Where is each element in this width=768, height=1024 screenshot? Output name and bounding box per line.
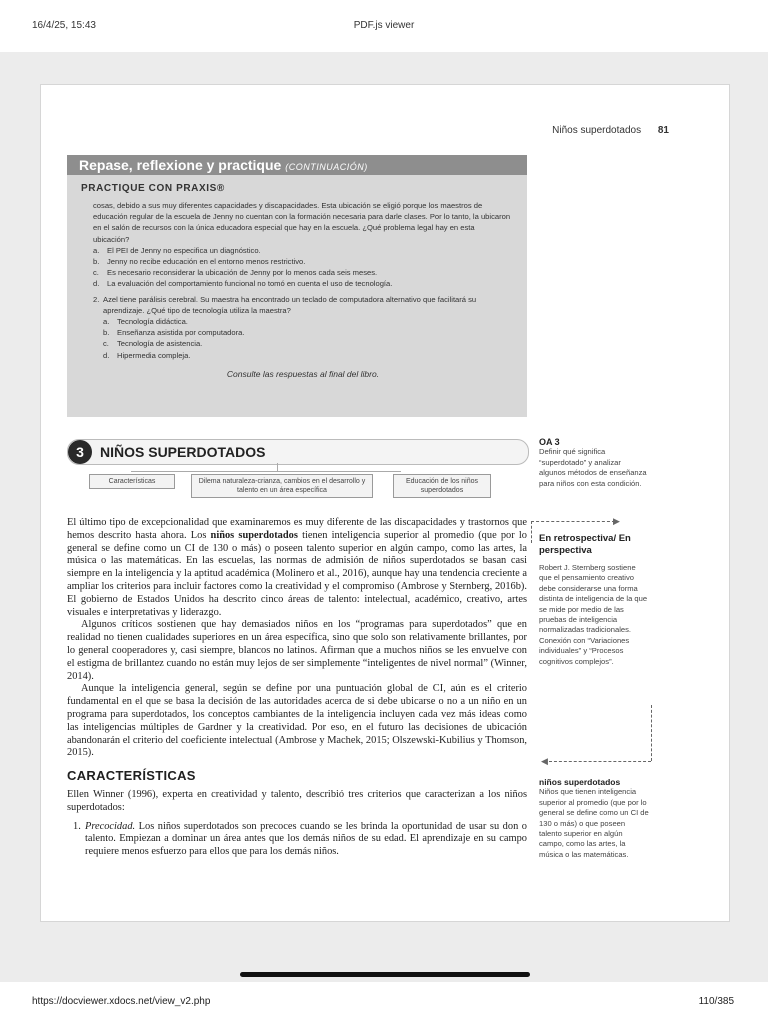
question-1-options xyxy=(93,245,513,290)
pdf-page xyxy=(40,84,730,922)
option: c. Es necesario reconsiderar la ubicación de Jenny por lo menos cada seis meses. xyxy=(93,268,378,278)
window-title: PDF.js viewer xyxy=(353,20,415,31)
subsection-heading: CARACTERÍSTICAS xyxy=(67,768,196,784)
item-term: Precocidad. xyxy=(85,820,136,832)
section-header xyxy=(67,439,529,465)
page-number: 81 xyxy=(657,125,669,136)
glossary-definition: Niños que tienen inteligencia superior al promedio (que por lo general se define como un CI de 130 o más) o que poseen talento superior en algún campo, como las artes, la música o las matemáticas. xyxy=(539,787,649,859)
continuation-label: (CONTINUACIÓN) xyxy=(285,162,368,172)
dashed-bracket-right xyxy=(651,705,652,761)
glossary-term: niños superdotados xyxy=(539,777,621,787)
praxis-heading: PRACTIQUE CON PRAXIS® xyxy=(81,183,225,194)
dashed-bracket-left xyxy=(531,521,532,543)
concept-map-connector xyxy=(277,463,278,471)
concept-box-educacion: Educación de los niños superdotados xyxy=(393,474,491,498)
oa-text: Definir qué significa “superdotado” y analizar algunos métodos de enseñanza para niños con esta condición. xyxy=(539,447,647,488)
body-text xyxy=(67,517,527,859)
question-2-text: Azel tiene parálisis cerebral. Su maestra ha encontrado un teclado de computadora alternativo que facilitará su aprendizaje. ¿Qué tipo de tecnología utiliza la maestra? xyxy=(103,294,477,315)
option: a. Tecnología didáctica. xyxy=(103,317,188,327)
timestamp: 16/4/25, 15:43 xyxy=(32,20,96,31)
retrospective-box xyxy=(539,533,649,667)
dashed-arrow-top xyxy=(531,521,615,522)
option: b. Jenny no recibe educación en el entorno menos restrictivo. xyxy=(93,257,306,267)
running-title: Niños superdotados xyxy=(552,125,642,136)
dashed-arrow-bottom xyxy=(549,761,651,762)
retro-text: Robert J. Sternberg sostiene que el pensamiento creativo debe considerarse una forma distinta de inteligencia de la que se mide por medio de las pruebas de inteligencia normalizadas tradicionales. Conexión con “Variaciones individuales” y “Procesos cognitivos complejos”. xyxy=(539,563,648,666)
section-number: 3 xyxy=(68,440,92,464)
oa-label: OA 3 xyxy=(539,437,560,447)
page-indicator: 110/385 xyxy=(698,996,734,1007)
question-1-text: cosas, debido a sus muy diferentes capacidades y discapacidades. Esta ubicación se eligió porque los maestros de educación regular de la escuela de Jenny no cuentan con la formación necesaria para darle clases. Por lo tanto, la ubicaron en el salón de recursos con la única educadora especial que hay en la escuela. ¿Qué problema legal hay en esta ubicación? xyxy=(93,201,511,244)
paragraph: Ellen Winner (1996), experta en creatividad y talento, describió tres criterios que caracterizan a los niños superdotados: xyxy=(67,788,527,813)
concept-map-connector xyxy=(131,471,401,472)
question-2-options xyxy=(103,316,513,361)
answers-note: Consulte las respuestas al final del libro. xyxy=(226,368,380,379)
option: a. El PEI de Jenny no especifica un diagnóstico. xyxy=(93,245,261,255)
home-indicator xyxy=(240,972,530,977)
glossary-entry xyxy=(539,777,649,860)
option: d. Hipermedia compleja. xyxy=(103,350,191,360)
option: b. Enseñanza asistida por computadora. xyxy=(103,328,245,338)
retro-title: En retrospectiva/ En perspectiva xyxy=(539,533,631,556)
paragraph: Algunos críticos sostienen que hay demasiados niños en los “programas para superdotados” que en realidad no tienen cualidades superiores en un área específica, sino que solo son relativamente brillantes, por lo general cooperadores y, casi siempre, blancos no latinos. Afirman que a muchos niños se les envuelve con el estigma de brillantez cuando no están muy lejos de ser simplemente “inteligentes de nivel normal” (Winner, 2014). xyxy=(67,619,527,682)
section-title: NIÑOS SUPERDOTADOS xyxy=(100,444,266,460)
review-title: Repase, reflexione y practique (CONTINUACIÓN) xyxy=(67,155,527,175)
review-questions xyxy=(67,194,527,380)
review-box xyxy=(67,155,527,417)
running-header xyxy=(552,125,669,136)
paragraph: Aunque la inteligencia general, según se define por una puntuación global de CI, aún es el criterio fundamental en el que se basa la decisión de las autoridades acerca de si debe ubicarse o no a un niño en un programa para superdotados, los conceptos cambiantes de la inteligencia incluyen cada vez más ideas como las inteligencias múltiples de Gardner y la creatividad. Por eso, en el futuro las decisiones de ubicación abandonarán el criterio del coeficiente intelectual (Ambrose y Machek, 2015; Olszewski-Kubilius y Thomson, 2015). xyxy=(67,683,527,759)
print-header xyxy=(0,0,768,50)
arrow-head-icon: ◀ xyxy=(541,756,548,766)
concept-box-caracteristicas: Características xyxy=(89,474,175,489)
concept-box-dilema: Dilema naturaleza-crianza, cambios en el desarrollo y talento en un área específica xyxy=(191,474,373,498)
paragraph: El último tipo de excepcionalidad que examinaremos es muy diferente de las discapacidades y trastornos que hemos descrito hasta ahora. Los niños superdotados tienen inteligencia superior al promedio (que por lo general se define como un CI de 130 o más) o poseen talento superior en algún campo, como las artes, la música o las matemáticas. En las escuelas, las normas de admisión de niños superdotados se basan casi siempre en la inteligencia y la aptitud académica (Molinero et al., 2016), aunque hay una tendencia creciente a ampliar los criterios para incluir factores como la creatividad y el compromiso (Ambrose y Sternberg, 2016b). El gobierno de Estados Unidos ha descrito cinco áreas de talento: intelectual, académico, creativo, artes visuales e interpretativas y liderazgo. xyxy=(67,517,527,618)
key-term: niños superdotados xyxy=(210,529,298,541)
learning-objective xyxy=(539,437,649,489)
arrow-head-icon: ▶ xyxy=(613,516,620,526)
numbered-item: 1. Precocidad. Los niños superdotados son precoces cuando se les brinda la oportunidad de usar su don o talento. Empiezan a dominar un área antes que los demás niños de su edad. El aprendizaje en su campo requiere menos esfuerzo para ellos que para los demás niños. xyxy=(73,820,527,858)
question-2: 2. Azel tiene parálisis cerebral. Su maestra ha encontrado un teclado de computadora alternativo que facilitará su aprendizaje. ¿Qué tipo de tecnología utiliza la maestra? a. Tecnología didáctica. b. Enseñanza asistida por computadora. c. Tecnología de asistencia. d. Hipermedia compleja. xyxy=(93,294,513,361)
option: d. La evaluación del comportamiento funcional no tomó en cuenta el uso de tecnología. xyxy=(93,279,393,289)
option: c. Tecnología de asistencia. xyxy=(103,339,203,349)
page-url: https://docviewer.xdocs.net/view_v2.php xyxy=(32,996,211,1007)
